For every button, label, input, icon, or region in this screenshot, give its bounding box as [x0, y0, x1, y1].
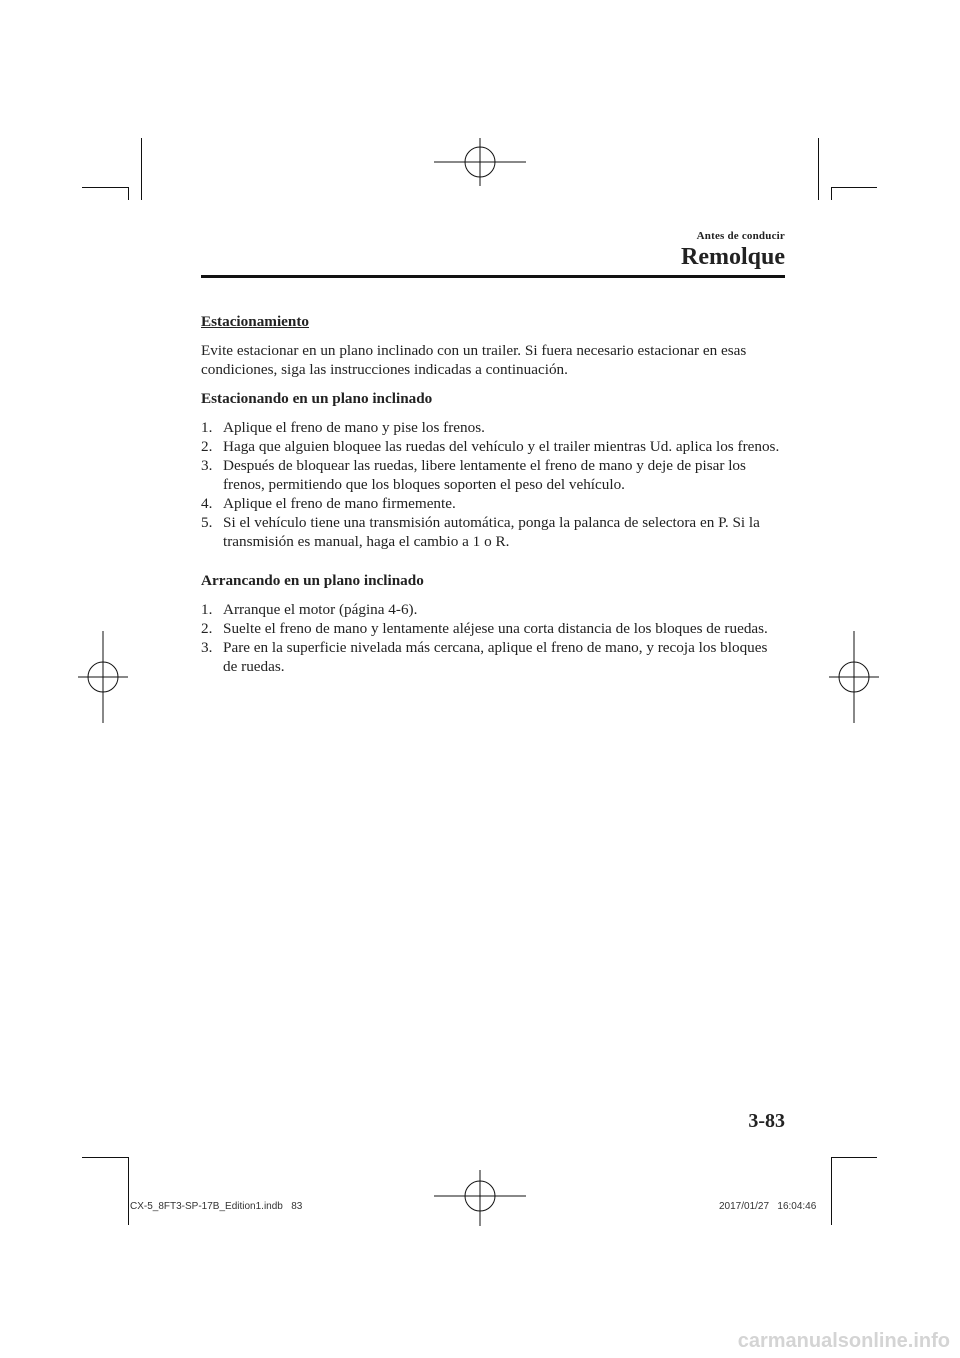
step-text: Después de bloquear las ruedas, libere lentamente el freno de mano y deje de pisar los frenos, permitiendo que los bloques soporten el peso del vehículo. [223, 457, 746, 493]
section-title: Estacionamiento [201, 313, 309, 330]
crop-mark [128, 187, 129, 200]
watermark: carmanualsonline.info [737, 1330, 950, 1352]
crop-mark [82, 1157, 128, 1158]
list-item [201, 638, 785, 676]
list-item [201, 513, 785, 551]
step-text: Aplique el freno de mano y pise los frenos. [223, 419, 485, 436]
crop-mark [141, 138, 142, 200]
list-item [201, 600, 785, 619]
intro-paragraph: Evite estacionar en un plano inclinado con un trailer. Si fuera necesario estacionar en esas condiciones, siga las instrucciones indicadas a continuación. [201, 342, 747, 378]
step-text: Arranque el motor (página 4-6). [223, 601, 418, 618]
crop-mark [818, 138, 819, 200]
header-divider [201, 275, 785, 278]
step-text: Si el vehículo tiene una transmisión automática, ponga la palanca de selectora en P. Si la transmisión es manual, haga el cambio a 1 o R. [223, 514, 760, 550]
main-content [201, 312, 785, 696]
registration-mark-icon [78, 631, 128, 723]
parking-steps [201, 418, 785, 551]
crop-mark [831, 187, 877, 188]
parking-subtitle: Estacionando en un plano inclinado [201, 390, 433, 407]
step-number: 4. [201, 495, 213, 512]
step-text: Suelte el freno de mano y lentamente aléjese una corta distancia de los bloques de ruedas. [223, 620, 768, 637]
step-number: 2. [201, 438, 213, 455]
starting-steps [201, 600, 785, 676]
section-label: Antes de conducir [696, 230, 785, 242]
crop-mark [831, 1157, 877, 1158]
page-number: 3-83 [748, 1110, 785, 1132]
step-number: 2. [201, 620, 213, 637]
step-text: Haga que alguien bloquee las ruedas del vehículo y el trailer mientras Ud. aplica los frenos. [223, 438, 780, 455]
page-title: Remolque [681, 244, 785, 270]
list-item [201, 418, 785, 437]
crop-mark [831, 187, 832, 200]
registration-mark-icon [829, 631, 879, 723]
list-item [201, 437, 785, 456]
crop-mark [128, 1157, 129, 1225]
step-number: 5. [201, 514, 213, 531]
step-text: Aplique el freno de mano firmemente. [223, 495, 456, 512]
list-item [201, 494, 785, 513]
step-number: 1. [201, 419, 213, 436]
registration-mark-icon [434, 138, 526, 186]
step-number: 3. [201, 457, 213, 474]
list-item [201, 619, 785, 638]
crop-mark [82, 187, 128, 188]
starting-subtitle: Arrancando en un plano inclinado [201, 572, 424, 589]
footer-filename: CX-5_8FT3-SP-17B_Edition1.indb 83 [130, 1201, 303, 1212]
step-number: 3. [201, 639, 213, 656]
footer-timestamp: 2017/01/27 16:04:46 [719, 1201, 817, 1212]
list-item [201, 456, 785, 494]
registration-mark-icon [434, 1170, 526, 1226]
step-text: Pare en la superficie nivelada más cercana, aplique el freno de mano, y recoja los bloques de ruedas. [223, 639, 768, 675]
crop-mark [831, 1157, 832, 1225]
step-number: 1. [201, 601, 213, 618]
